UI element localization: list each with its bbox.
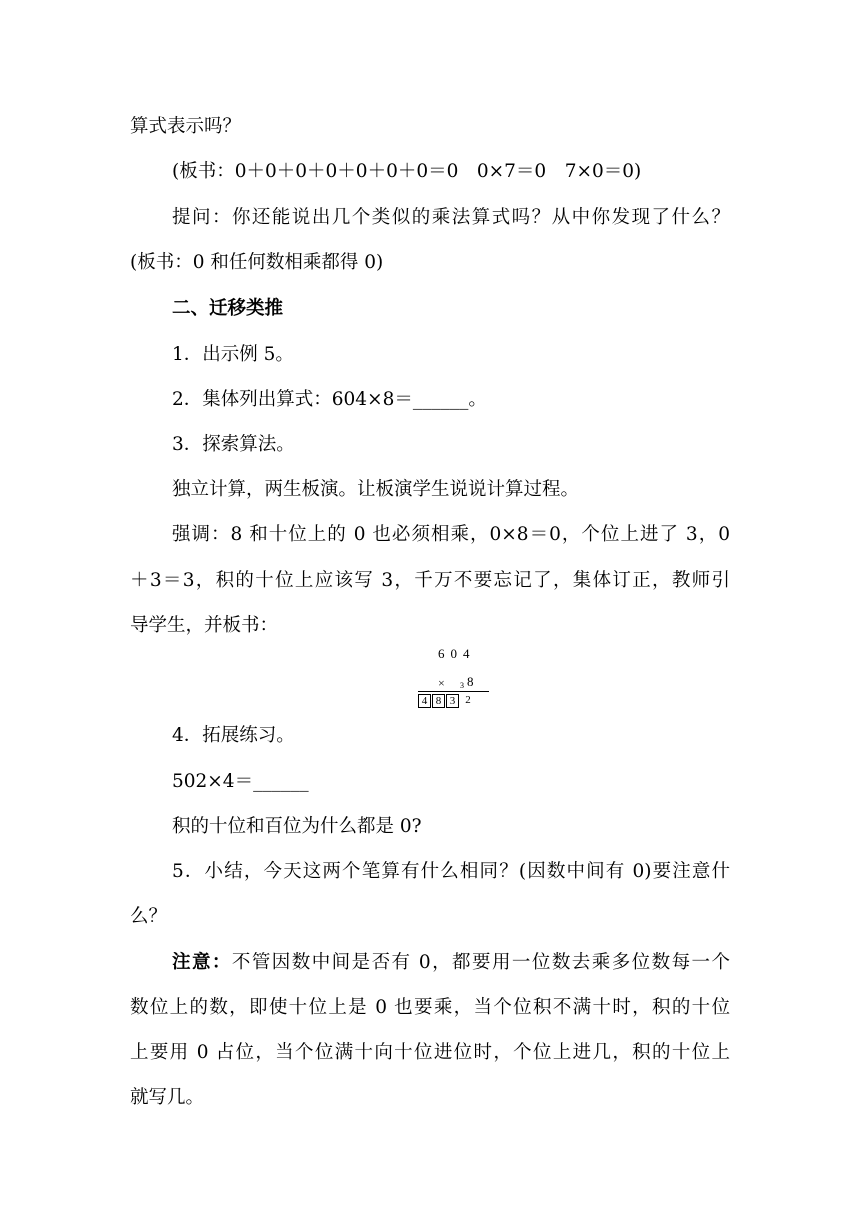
calc-rule — [418, 691, 489, 692]
note-line-4: 就写几。 — [130, 1087, 205, 1108]
emphasis-line-3: 导学生，并板书： — [130, 615, 279, 636]
multiplicand: 604 — [438, 646, 476, 661]
note-text: 不管因数中间是否有 0，都要用一位数去乘多位数每一个 — [231, 952, 730, 973]
vertical-multiplication — [410, 640, 490, 710]
result-digit: 2 — [465, 694, 471, 706]
emphasis-line-1: 强调：8 和十位上的 0 也必须相乘，0×8＝0，个位上进了 3，0 — [172, 524, 730, 545]
result-digit-box: 3 — [446, 694, 459, 708]
note-label: 注意： — [172, 952, 232, 973]
section-heading: 二、迁移类推 — [172, 298, 284, 319]
step-3: 3．探索算法。 — [172, 434, 295, 455]
note-line-1 — [172, 950, 730, 976]
calc-result — [418, 694, 474, 708]
exercise-question: 积的十位和百位为什么都是 0? — [172, 816, 422, 837]
exercise-equation: 502×4＝______ — [172, 771, 309, 792]
note-line-2: 数位上的数，即使十位上是 0 也要乘，当个位积不满十时，积的十位 — [130, 997, 730, 1018]
step-5: 5．小结，今天这两个笔算有什么相同？(因数中间有 0)要注意什 — [172, 861, 730, 882]
multiplier: 8 — [467, 674, 474, 689]
emphasis-line-2: ＋3＝3，积的十位上应该写 3，千万不要忘记了，集体订正，教师引 — [130, 570, 730, 591]
result-digit-box: 4 — [418, 694, 431, 708]
note-line-3: 上要用 0 占位，当个位满十向十位进位时，个位上进几，积的十位上 — [130, 1042, 730, 1063]
times-sign: × — [438, 676, 445, 690]
question-line: 提问：你还能说出几个类似的乘法算式吗？从中你发现了什么？ — [172, 207, 730, 228]
text-line-1: 算式表示吗？ — [130, 116, 242, 137]
step-4: 4．拓展练习。 — [172, 725, 295, 746]
step-5-cont: 么？ — [130, 906, 168, 927]
board-note-1: (板书：0＋0＋0＋0＋0＋0＋0＝0 0×7＝0 7×0＝0) — [172, 161, 642, 182]
step-3-detail: 独立计算，两生板演。让板演学生说说计算过程。 — [172, 479, 580, 500]
carry-digit: 3 — [460, 681, 464, 690]
step-2: 2．集体列出算式：604×8＝______。 — [172, 389, 487, 410]
step-1: 1．出示例 5。 — [172, 344, 294, 365]
board-note-2: (板书：0 和任何数相乘都得 0) — [130, 252, 384, 273]
result-digit-box: 8 — [432, 694, 445, 708]
